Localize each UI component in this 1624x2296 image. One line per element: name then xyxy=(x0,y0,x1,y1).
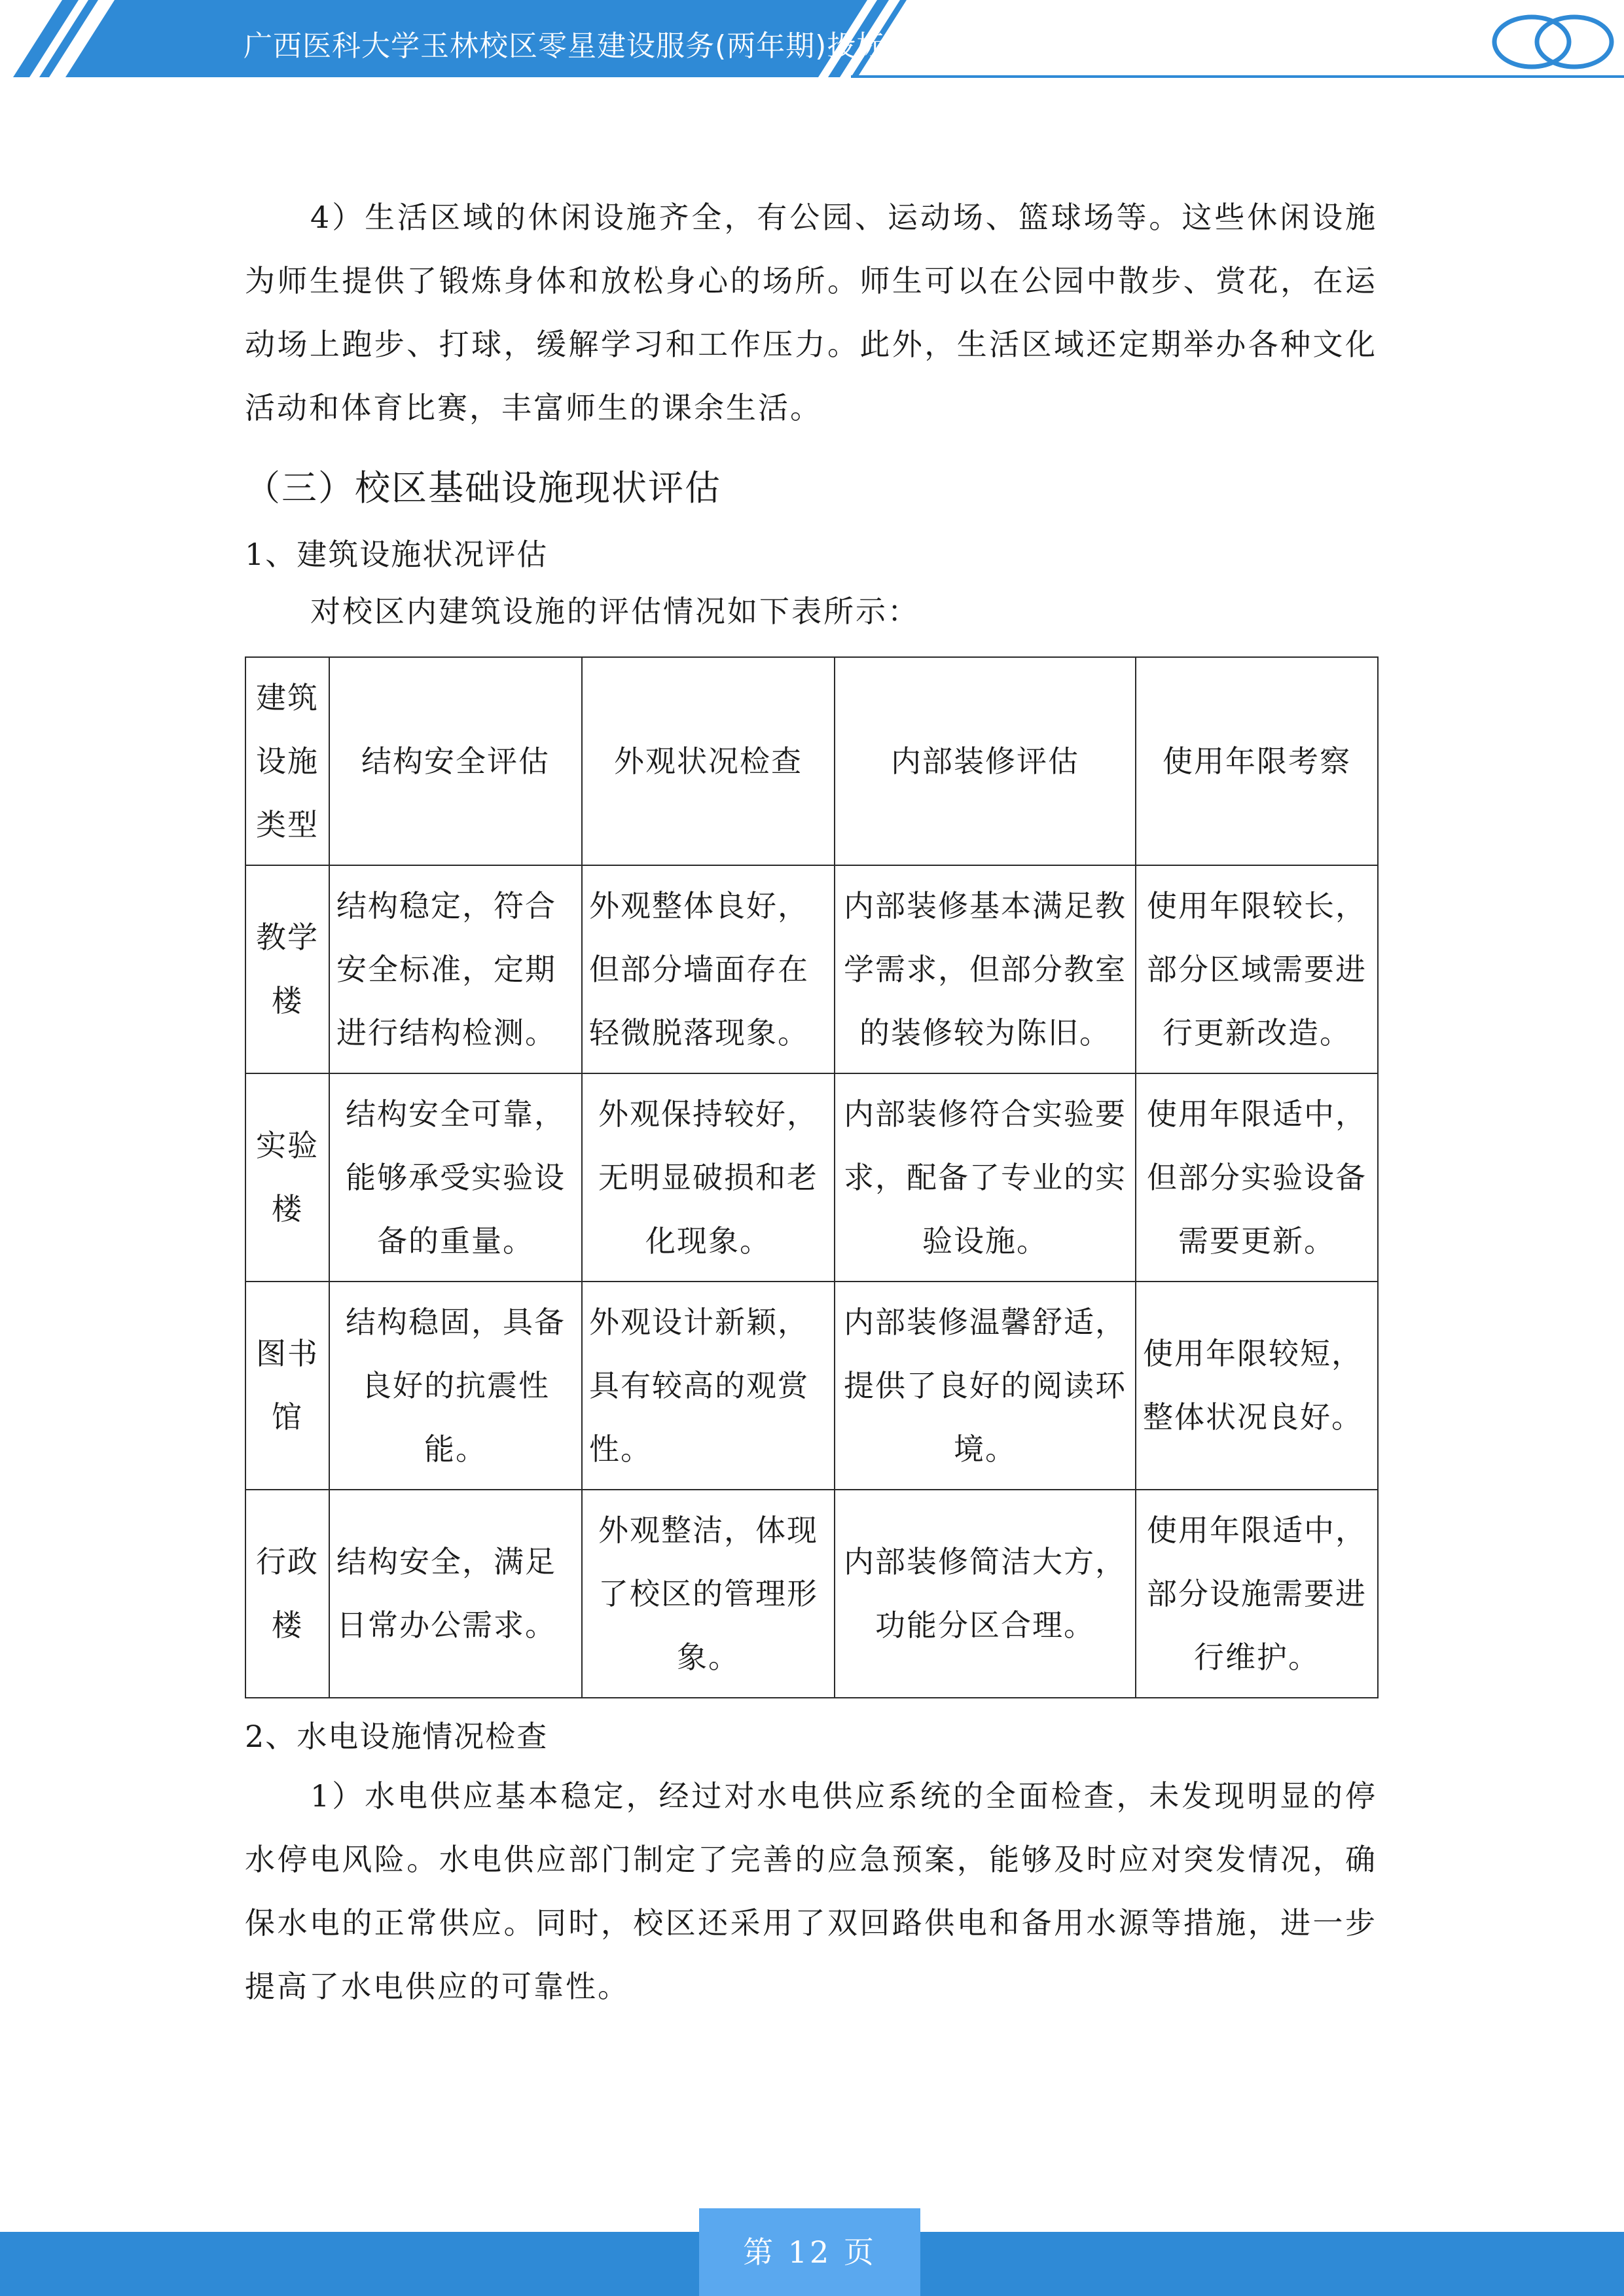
table-cell: 内部装修简洁大方，功能分区合理。 xyxy=(835,1490,1136,1698)
subsection-title-buildings: 1、建筑设施状况评估 xyxy=(245,537,549,572)
table-cell: 外观整洁，体现了校区的管理形象。 xyxy=(582,1490,835,1698)
table-cell: 结构安全，满足日常办公需求。 xyxy=(329,1490,582,1698)
header-title: 广西医科大学玉林校区零星建设服务(两年期)投标方案(技术标) xyxy=(244,29,1057,63)
paragraph-water-power xyxy=(245,1765,1377,2018)
table-header-cell: 使用年限考察 xyxy=(1136,657,1378,865)
table-intro xyxy=(245,580,1377,643)
table-cell-type: 实验楼 xyxy=(245,1073,329,1282)
subsection-title-utilities: 2、水电设施情况检查 xyxy=(245,1719,549,1754)
table-cell: 使用年限较短，整体状况良好。 xyxy=(1136,1282,1378,1490)
table-row xyxy=(245,1282,1378,1490)
page-number: 第 12 页 xyxy=(699,2208,920,2296)
table-cell: 结构稳固，具备良好的抗震性能。 xyxy=(329,1282,582,1490)
table-row xyxy=(245,1490,1378,1698)
table-cell: 结构稳定，符合安全标准，定期进行结构检测。 xyxy=(329,865,582,1073)
table-cell: 使用年限适中，部分设施需要进行维护。 xyxy=(1136,1490,1378,1698)
table-cell: 使用年限较长，部分区域需要进行更新改造。 xyxy=(1136,865,1378,1073)
table-header-cell: 建筑设施类型 xyxy=(245,657,329,865)
table-cell: 外观整体良好，但部分墙面存在轻微脱落现象。 xyxy=(582,865,835,1073)
table-cell-type: 行政楼 xyxy=(245,1490,329,1698)
page-header xyxy=(0,0,1624,85)
table-header-row xyxy=(245,657,1378,865)
table-header-cell: 内部装修评估 xyxy=(835,657,1136,865)
table-header-cell: 外观状况检查 xyxy=(582,657,835,865)
table-intro-text: 对校区内建筑设施的评估情况如下表所示： xyxy=(310,594,920,629)
table-row xyxy=(245,865,1378,1073)
table-header-cell: 结构安全评估 xyxy=(329,657,582,865)
table-cell-type: 图书馆 xyxy=(245,1282,329,1490)
paragraph-leisure xyxy=(245,186,1377,440)
table-cell: 外观设计新颖，具有较高的观赏性。 xyxy=(582,1282,835,1490)
table-cell: 内部装修符合实验要求，配备了专业的实验设施。 xyxy=(835,1073,1136,1282)
table-cell: 内部装修基本满足教学需求，但部分教室的装修较为陈旧。 xyxy=(835,865,1136,1073)
paragraph-water-power-text: 1）水电供应基本稳定，经过对水电供应系统的全面检查，未发现明显的停水停电风险。水电供应部门制定了完善的应急预案，能够及时应对突发情况，确保水电的正常供应。同时，校区还采用了双回路供电和备用水源等措施，进一步提高了水电供应的可靠性。 xyxy=(245,1778,1377,2004)
table-cell: 使用年限适中，但部分实验设备需要更新。 xyxy=(1136,1073,1378,1282)
table-cell-type: 教学楼 xyxy=(245,865,329,1073)
paragraph-leisure-text: 4）生活区域的休闲设施齐全，有公园、运动场、篮球场等。这些休闲设施为师生提供了锻炼身体和放松身心的场所。师生可以在公园中散步、赏花，在运动场上跑步、打球，缓解学习和工作压力。此外，生活区域还定期举办各种文化活动和体育比赛，丰富师生的课余生活。 xyxy=(245,200,1377,425)
section-title: （三）校区基础设施现状评估 xyxy=(245,467,721,509)
double-ring-logo-icon xyxy=(1494,17,1612,67)
table-cell: 内部装修温馨舒适，提供了良好的阅读环境。 xyxy=(835,1282,1136,1490)
building-assessment-table xyxy=(245,656,1379,1698)
table-cell: 结构安全可靠，能够承受实验设备的重量。 xyxy=(329,1073,582,1282)
table-row xyxy=(245,1073,1378,1282)
table-cell: 外观保持较好，无明显破损和老化现象。 xyxy=(582,1073,835,1282)
